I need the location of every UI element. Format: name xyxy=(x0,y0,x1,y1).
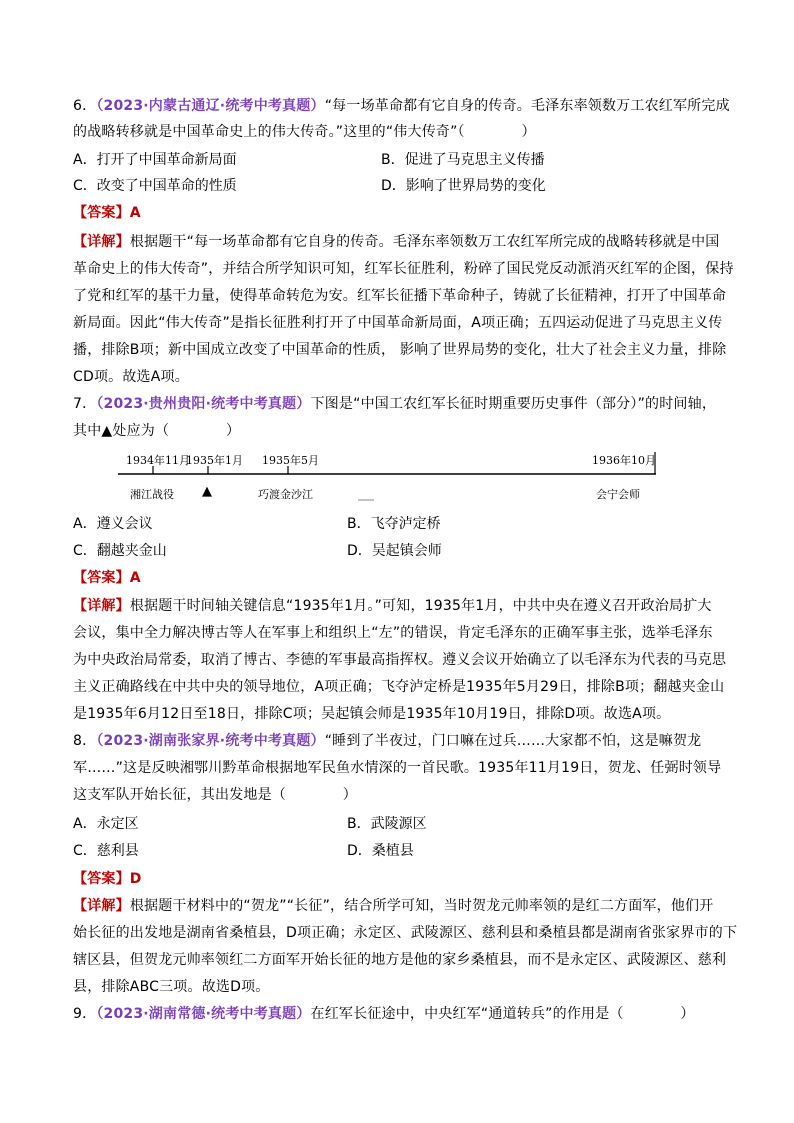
q7-option-c: C．翻越夹金山 xyxy=(73,543,167,559)
timeline-date-1: 1934年11月 xyxy=(126,454,190,467)
q8-option-b: B．武陵源区 xyxy=(347,816,427,832)
q7-answer: 【答案】A xyxy=(73,570,141,586)
q6-answer: 【答案】A xyxy=(73,205,141,221)
q7-number: 7． xyxy=(73,396,97,412)
q7-option-a: A．遵义会议 xyxy=(73,516,153,532)
q7-option-b: B．飞夺泸定桥 xyxy=(347,516,441,532)
q6-stem-line-2: 的战略转移就是中国革命史上的伟大传奇。”这里的“伟大传奇”（ ） xyxy=(73,124,536,140)
q8-stem-1: “睡到了半夜过，门口嘛在过兵……大家都不怕，这是嘛贺龙 xyxy=(324,733,702,749)
timeline-event-4: 会宁会师 xyxy=(596,488,640,501)
q8-detail-tag: 【详解】 xyxy=(73,898,130,914)
q9-stem-line-1 xyxy=(73,1004,695,1024)
q8-option-d: D．桑植县 xyxy=(347,843,414,859)
q8-number: 8． xyxy=(73,733,97,749)
q9-number: 9． xyxy=(73,1006,97,1022)
q7-detail-line-5: 是1935年6月12日至18日，排除C项；吴起镇会师是1935年10月19日，排除D项。故选A项。 xyxy=(73,706,671,722)
q8-option-c: C．慈利县 xyxy=(73,843,139,859)
q6-stem-1: “每一场革命都有它自身的传奇。毛泽东率领数万工农红军所完成 xyxy=(324,98,730,114)
timeline-figure xyxy=(118,448,663,510)
q6-option-c: C．改变了中国革命的性质 xyxy=(73,178,237,194)
timeline-event-triangle: ▲ xyxy=(202,484,212,499)
q6-option-b: B．促进了马克思主义传播 xyxy=(381,152,545,168)
q6-detail-line-4: 新局面。因此“伟大传奇”是指长征胜利打开了中国革命新局面，A项正确；五四运动促进了马克思主义传 xyxy=(73,315,723,331)
q6-detail-tag: 【详解】 xyxy=(73,234,130,250)
q8-detail-text-1: 根据题干材料中的“贺龙”“长征”，结合所学可知，当时贺龙元帅率领的是红二方面军，他们开 xyxy=(129,898,714,914)
q6-detail-line-5: 播，排除B项；新中国成立改变了中国革命的性质， 影响了世界局势的变化，壮大了社会主义力量，排除 xyxy=(73,342,727,358)
q7-detail-line-4: 主义正确路线在中共中央的领导地位，A项正确；飞夺泸定桥是1935年5月29日，排除B项；翻越夹金山 xyxy=(73,679,725,695)
q8-stem-line-2: 军……”这是反映湘鄂川黔革命根据地军民鱼水情深的一首民歌。1935年11月19日，贺龙、任弼时领导 xyxy=(73,760,722,776)
q8-source: （2023·湖南张家界·统考中考真题） xyxy=(96,733,325,749)
timeline-event-1: 湘江战役 xyxy=(130,488,174,501)
timeline-event-3: 巧渡金沙江 xyxy=(258,488,313,501)
q6-detail-line-1 xyxy=(73,232,719,252)
q7-detail-line-2: 会议，集中全力解决博古等人在军事上和组织上“左”的错误，肯定毛泽东的正确军事主张，选举毛泽东 xyxy=(73,625,713,641)
q9-source: （2023·湖南常德·统考中考真题） xyxy=(96,1006,311,1022)
q6-stem-line-1 xyxy=(73,96,730,116)
timeline-date-2: 1935年1月 xyxy=(186,454,243,467)
timeline-date-4: 1936年10月 xyxy=(592,454,656,467)
q7-stem-1: 下图是“中国工农红军长征时期重要历史事件（部分）”的时间轴， xyxy=(310,396,717,412)
q9-stem-1: 在红军长征途中，中央红军“通道转兵”的作用是（ ） xyxy=(310,1006,695,1022)
q8-stem-line-1 xyxy=(73,731,701,751)
q8-detail-line-4: 县，排除ABC三项。故选D项。 xyxy=(73,979,270,995)
q6-source: （2023·内蒙古通辽·统考中考真题） xyxy=(96,98,325,114)
q7-source: （2023·贵州贵阳·统考中考真题） xyxy=(96,396,311,412)
q7-stem-line-1 xyxy=(73,394,716,414)
q8-answer: 【答案】D xyxy=(73,871,142,887)
timeline-date-3: 1935年5月 xyxy=(262,454,319,467)
q7-stem-line-2: 其中▲处应为（ ） xyxy=(73,423,241,439)
q6-option-a: A．打开了中国革命新局面 xyxy=(73,152,237,168)
q8-detail-line-3: 辖区县，但贺龙元帅率领红二方面军开始长征的地方是他的家乡桑植县，而不是永定区、武陵源区、慈利 xyxy=(73,952,727,968)
q6-detail-line-6: CD项。故选A项。 xyxy=(73,369,189,385)
q6-detail-text-1: 根据题干“每一场革命都有它自身的传奇。毛泽东率领数万工农红军所完成的战略转移就是中国 xyxy=(129,234,720,250)
q7-detail-text-1: 根据题干时间轴关键信息“1935年1月。”可知，1935年1月，中共中央在遵义召开政治局扩大 xyxy=(129,598,712,614)
q7-detail-line-1 xyxy=(73,596,712,616)
q6-detail-line-3: 了党和红军的基干力量，使得革命转危为安。红军长征播下革命种子，铸就了长征精神，打开了中国革命 xyxy=(73,288,727,304)
q8-detail-line-2: 始长征的出发地是湖南省桑植县，D项正确；永定区、武陵源区、慈利县和桑植县都是湖南省张家界市的下 xyxy=(73,925,738,941)
q8-option-a: A．永定区 xyxy=(73,816,139,832)
q7-detail-line-3: 为中央政治局常委，取消了博古、李德的军事最高指挥权。遵义会议开始确立了以毛泽东为代表的马克思 xyxy=(73,652,727,668)
q8-stem-line-3: 这支军队开始长征，其出发地是（ ） xyxy=(73,787,357,803)
q6-number: 6． xyxy=(73,98,97,114)
q8-detail-line-1 xyxy=(73,896,713,916)
q7-option-d: D．吴起镇会师 xyxy=(347,543,442,559)
q6-option-d: D．影响了世界局势的变化 xyxy=(381,178,546,194)
q7-detail-tag: 【详解】 xyxy=(73,598,130,614)
q6-detail-line-2: 革命史上的伟大传奇”，并结合所学知识可知，红军长征胜利，粉碎了国民党反动派消灭红军的企图，保持 xyxy=(73,261,734,277)
